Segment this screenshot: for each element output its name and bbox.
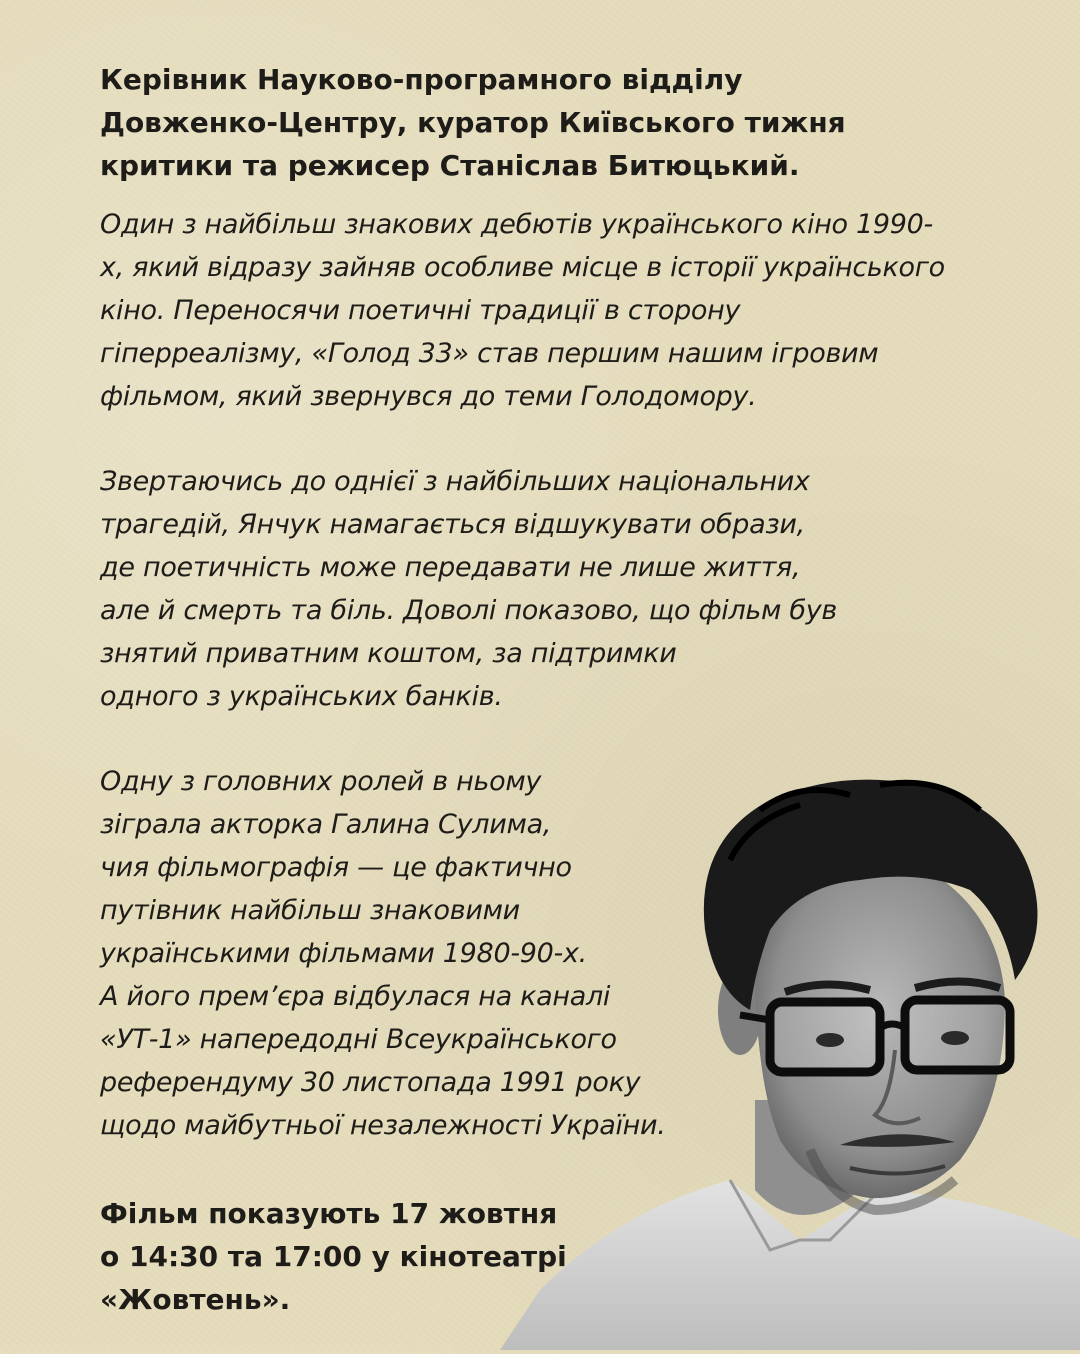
text-line: референдуму 30 листопада 1991 року [100, 1067, 641, 1098]
footer-line: «Жовтень». [100, 1283, 291, 1316]
text-line: гіперреалізму, «Голод 33» став першим нашим ігровим [100, 338, 879, 369]
text-line: путівник найбільш знаковими [100, 895, 520, 926]
text-line: чия фільмографія — це фактично [100, 852, 572, 883]
text-line: кіно. Переносячи поетичні традиції в сторону [100, 295, 741, 326]
headline [100, 58, 1000, 187]
screening-info [100, 1192, 620, 1321]
text-line: зіграла акторка Галина Сулима, [100, 809, 552, 840]
text-line: але й смерть та біль. Доволі показово, що фільм був [100, 595, 838, 626]
footer-line: о 14:30 та 17:00 у кінотеатрі [100, 1240, 567, 1273]
text-line: «УТ-1» напередодні Всеукраїнського [100, 1024, 617, 1055]
headline-line: Керівник Науково-програмного відділу [100, 63, 743, 96]
text-line: знятий приватним коштом, за підтримки [100, 638, 677, 669]
text-line: фільмом, який звернувся до теми Голодомору. [100, 381, 757, 412]
paragraph-tragedy [100, 460, 960, 718]
text-line: трагедій, Янчук намагається відшукувати образи, [100, 509, 805, 540]
headline-line: Довженко-Центру, куратор Київського тижня [100, 106, 846, 139]
text-line: одного з українських банків. [100, 681, 503, 712]
paragraph-intro [100, 203, 1020, 418]
text-line: Один з найбільш знакових дебютів українського кіно 1990- [100, 209, 934, 240]
text-line: х, який відразу зайняв особливе місце в історії українського [100, 252, 945, 283]
text-line: Одну з головних ролей в ньому [100, 766, 542, 797]
text-line: де поетичність може передавати не лише життя, [100, 552, 801, 583]
text-line: А його прем’єра відбулася на каналі [100, 981, 611, 1012]
text-line: Звертаючись до однієї з найбільших національних [100, 466, 810, 497]
footer-line: Фільм показують 17 жовтня [100, 1197, 558, 1230]
text-line: щодо майбутньої незалежності України. [100, 1110, 666, 1141]
text-line: українськими фільмами 1980-90-х. [100, 938, 587, 969]
headline-line: критики та режисер Станіслав Битюцький. [100, 149, 800, 182]
paragraph-actress [100, 760, 740, 1147]
